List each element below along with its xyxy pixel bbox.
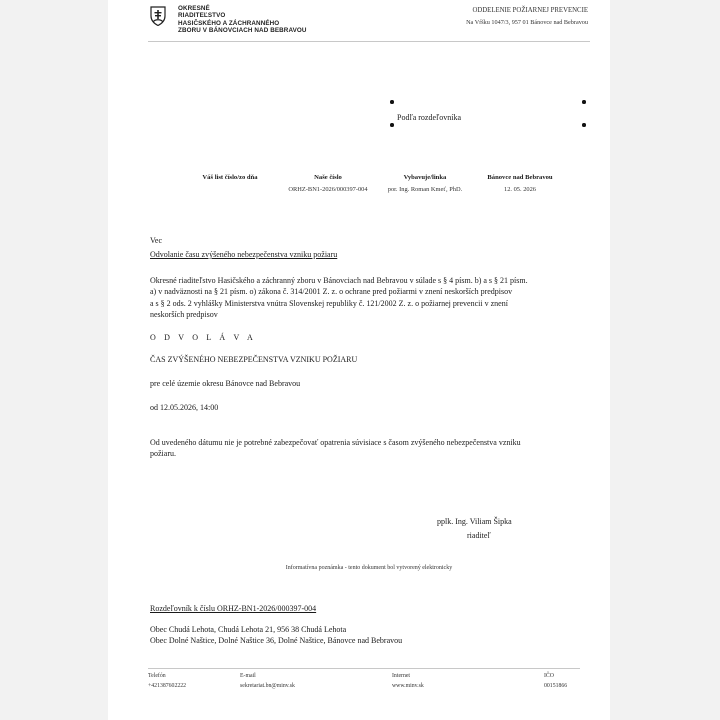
recipient-address: Podľa rozdeľovníka bbox=[397, 113, 462, 122]
subject-title: Odvolanie času zvýšeného nebezpečenstva vzniku požiaru bbox=[150, 250, 338, 259]
notice-paragraph: Od uvedeného dátumu nie je potrebné zabezpečovať opatrenia súvisiace s časom zvýšeného nebezpečenstva vzniku požiaru. bbox=[150, 438, 521, 459]
your-ref-label: Váš list číslo/zo dňa bbox=[202, 174, 258, 181]
header-divider bbox=[148, 41, 590, 42]
handled-by-value: por. Ing. Roman Kmeť, PhD. bbox=[387, 186, 463, 193]
department-name: ODDELENIE POŽIARNEJ PREVENCIE bbox=[472, 7, 588, 14]
place-date-label: Bánovce nad Bebravou bbox=[487, 174, 553, 181]
our-ref-value: ORHZ-BN1-2026/000397-004 bbox=[288, 186, 368, 193]
action-heading: ČAS ZVÝŠENÉHO NEBEZPEČENSTVA VZNIKU POŽIARU bbox=[150, 355, 358, 364]
document-page bbox=[108, 0, 610, 720]
distribution-title: Rozdeľovník k číslu ORHZ-BN1-2026/000397-004 bbox=[150, 604, 317, 613]
signatory-name: pplk. Ing. Viliam Šipka bbox=[437, 517, 512, 526]
footer-email-label: E-mail bbox=[240, 673, 256, 679]
footer-internet-value: www.minv.sk bbox=[392, 683, 424, 689]
slovak-coat-of-arms-icon bbox=[150, 6, 166, 26]
place-date-value: 12. 05. 2026 bbox=[504, 186, 536, 193]
organization-name: OKRESNÉ RIADITEĽSTVO HASIČSKÉHO A ZÁCHRANNÉHO ZBORU V BÁNOVCIACH NAD BEBRAVOU bbox=[178, 5, 307, 35]
distribution-item: Obec Chudá Lehota, Chudá Lehota 21, 956 38 Chudá Lehota bbox=[150, 625, 347, 634]
corner-mark-top-left bbox=[390, 100, 394, 104]
department-address: Na Vŕšku 1047/3, 957 01 Bánovce nad Bebravou bbox=[466, 19, 588, 26]
signatory-title: riaditeľ bbox=[467, 531, 491, 540]
footer-email-value: sekretariat.bn@minv.sk bbox=[240, 683, 295, 689]
footer-ico-label: IČO bbox=[544, 673, 554, 679]
footer-internet-label: Internet bbox=[392, 673, 411, 679]
footer-ico-value: 00151866 bbox=[544, 683, 568, 689]
distribution-item: Obec Dolné Naštice, Dolné Naštice 36, Dolné Naštice, Bánovce nad Bebravou bbox=[150, 636, 403, 645]
corner-mark-bottom-left bbox=[390, 123, 394, 127]
corner-mark-top-right bbox=[582, 100, 586, 104]
action-verb: O D V O L Á V A bbox=[150, 333, 257, 342]
scope-text: pre celé územie okresu Bánovce nad Bebravou bbox=[150, 379, 301, 388]
legal-basis-paragraph: Okresné riaditeľstvo Hasičského a záchranný zboru v Bánovciach nad Bebravou v súlade s § 4 písm. b) a s § 21 písm. a) v nadväznosti na § 21 písm. o) zákona č. 314/2001 Z. z. o ochrane pred požiarmi v znení neskorších predpisov a s § 2 ods. 2 vyhlášky Ministerstva vnútra Slovenskej republiky č. 121/2002 Z. z. o požiarnej prevencii v znení neskorších predpisov bbox=[150, 276, 528, 320]
footer-phone-value: +421387602222 bbox=[148, 683, 187, 689]
handled-by-label: Vybavuje/linka bbox=[403, 174, 447, 181]
footer-phone-label: Telefón bbox=[148, 673, 166, 679]
corner-mark-bottom-right bbox=[582, 123, 586, 127]
electronic-document-note: Informatívna poznámka - tento dokument bol vytvorený elektronicky bbox=[285, 565, 453, 571]
footer-divider bbox=[148, 668, 580, 669]
effective-from: od 12.05.2026, 14:00 bbox=[150, 403, 219, 412]
our-ref-label: Naše číslo bbox=[314, 174, 342, 181]
subject-label: Vec bbox=[150, 236, 162, 245]
